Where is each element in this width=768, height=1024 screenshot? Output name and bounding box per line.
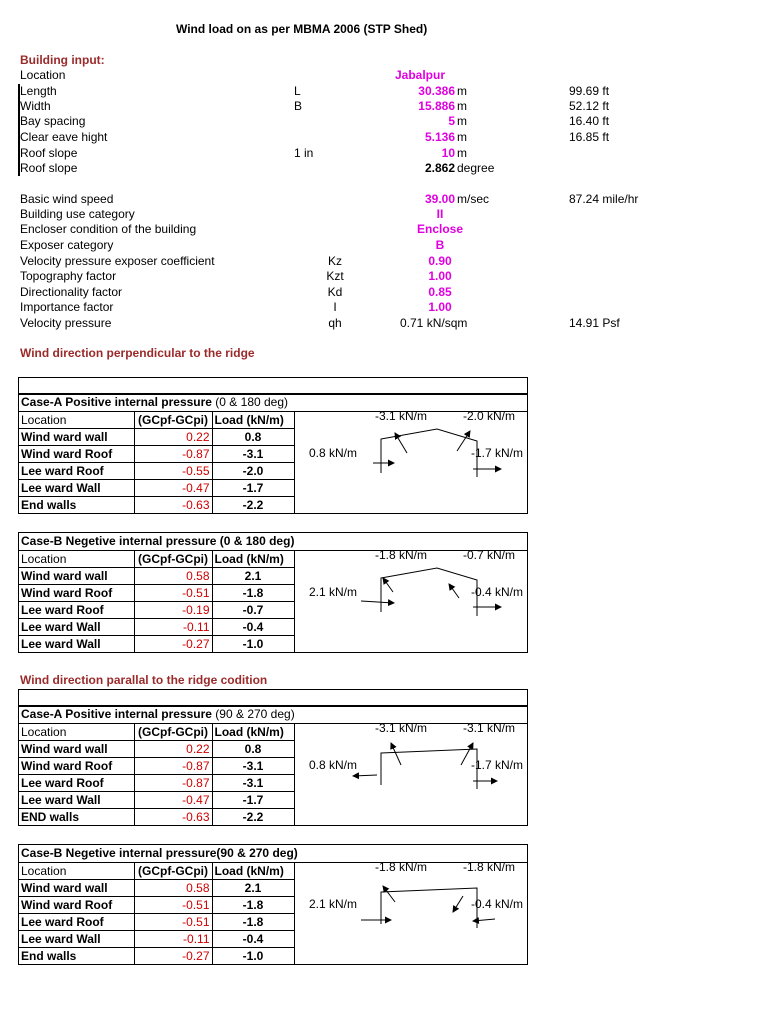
row-coefficient: -0.51 [134, 914, 212, 931]
wind-param-label: Encloser condition of the building [20, 222, 197, 236]
row-location: Lee ward Wall [19, 636, 134, 653]
frame-outline [381, 429, 477, 477]
leeward-roof-arrow [457, 431, 470, 451]
case-title-angle: (0 & 180 deg) [211, 395, 289, 409]
table-header-row [19, 863, 294, 880]
frame-outline [381, 749, 477, 789]
row-load: -0.4 [212, 619, 294, 636]
column-header-load: Load (kN/m) [212, 863, 294, 880]
table-row [19, 758, 294, 775]
row-coefficient: 0.22 [134, 429, 212, 446]
windward-wall-load-label: 0.8 kN/m [309, 758, 358, 772]
section-parallel-heading: Wind direction parallal to the ridge codition [20, 673, 268, 687]
input-value: 2.862 [424, 161, 455, 175]
case-title [19, 845, 527, 863]
table-header-row [19, 724, 294, 741]
leeward-roof-load-label: -1.8 kN/m [463, 860, 516, 874]
row-location: Lee ward Wall [19, 619, 134, 636]
wind-param-conversion: 14.91 Psf [569, 316, 620, 330]
input-unit: m [457, 84, 467, 98]
leeward-wall-load-label: -1.7 kN/m [471, 758, 524, 772]
wind-param-value: 0.71 kN/sqm [400, 316, 468, 330]
row-coefficient: -0.87 [134, 775, 212, 792]
case-table [19, 550, 295, 653]
row-coefficient: -0.11 [134, 619, 212, 636]
row-coefficient: -0.51 [134, 897, 212, 914]
row-location: Wind ward Roof [19, 897, 134, 914]
table-header-row [19, 551, 294, 568]
input-value: Jabalpur [394, 68, 445, 82]
page-title: Wind load on as per MBMA 2006 (STP Shed) [176, 22, 428, 36]
windward-wall-load-label: 2.1 kN/m [309, 897, 358, 911]
column-header-location: Location [19, 863, 134, 880]
row-coefficient: -0.87 [134, 446, 212, 463]
input-conversion: 16.40 ft [569, 114, 610, 128]
wind-param-unit: m/sec [457, 192, 490, 206]
row-coefficient: -0.87 [134, 758, 212, 775]
table-row [19, 880, 294, 897]
leeward-wall-load-label: -0.4 kN/m [471, 585, 524, 599]
case-block [18, 844, 528, 965]
row-location: Wind ward Roof [19, 446, 134, 463]
row-load: -3.1 [212, 758, 294, 775]
table-row [19, 897, 294, 914]
input-label: Clear eave hight [20, 130, 108, 144]
row-coefficient: -0.27 [134, 636, 212, 653]
load-diagram [297, 723, 527, 825]
wind-param-symbol: Kz [327, 254, 342, 268]
wind-param-label: Directionality factor [20, 285, 123, 299]
row-load: -2.2 [212, 809, 294, 826]
row-location: Lee ward Wall [19, 931, 134, 948]
column-header-coef: (GCpf-GCpi) [134, 724, 212, 741]
leeward-wall-load-label: -0.4 kN/m [471, 897, 524, 911]
input-value: 5.136 [424, 130, 455, 144]
windward-wall-arrow [361, 601, 394, 603]
leeward-roof-load-label: -3.1 kN/m [463, 721, 516, 735]
row-location: Lee ward Roof [19, 463, 134, 480]
case-title-angle: (90 & 270 deg) [211, 707, 295, 721]
wind-param-value: II [436, 207, 444, 221]
case-table [19, 411, 295, 514]
input-label: Bay spacing [20, 114, 86, 128]
row-coefficient: -0.47 [134, 792, 212, 809]
row-location: Lee ward Wall [19, 480, 134, 497]
wind-param-label: Topography factor [20, 269, 117, 283]
leeward-roof-load-label: -2.0 kN/m [463, 409, 516, 423]
row-load: 0.8 [212, 741, 294, 758]
input-unit: m [457, 114, 467, 128]
row-coefficient: -0.63 [134, 809, 212, 826]
input-unit: degree [457, 161, 495, 175]
row-coefficient: 0.22 [134, 741, 212, 758]
table-row [19, 636, 294, 653]
wind-param-symbol: I [333, 300, 337, 314]
column-header-coef: (GCpf-GCpi) [134, 863, 212, 880]
row-location: Wind ward wall [19, 741, 134, 758]
windward-roof-arrow [383, 886, 395, 902]
wind-param-label: Velocity pressure [20, 316, 112, 330]
row-load: -3.1 [212, 446, 294, 463]
leeward-roof-arrow [453, 896, 463, 912]
column-header-load: Load (kN/m) [212, 551, 294, 568]
row-load: -1.0 [212, 948, 294, 965]
row-coefficient: -0.11 [134, 931, 212, 948]
leeward-wall-arrow [473, 919, 495, 921]
column-header-load: Load (kN/m) [212, 724, 294, 741]
column-header-coef: (GCpf-GCpi) [134, 412, 212, 429]
table-row [19, 463, 294, 480]
row-load: -2.0 [212, 463, 294, 480]
wind-param-symbol: qh [328, 316, 342, 330]
input-value: 5 [448, 114, 455, 128]
table-row [19, 429, 294, 446]
wind-param-value: Enclose [416, 222, 464, 236]
case-title [19, 533, 527, 551]
wind-param-value: 0.90 [428, 254, 452, 268]
table-row [19, 914, 294, 931]
row-load: -1.8 [212, 914, 294, 931]
row-coefficient: -0.63 [134, 497, 212, 514]
row-location: END walls [19, 809, 134, 826]
row-coefficient: -0.55 [134, 463, 212, 480]
leeward-roof-arrow [449, 584, 459, 598]
row-coefficient: -0.27 [134, 948, 212, 965]
table-row [19, 602, 294, 619]
case-block [18, 705, 528, 826]
column-header-location: Location [19, 724, 134, 741]
table-row [19, 741, 294, 758]
wind-param-value: 0.85 [428, 285, 452, 299]
case-title-main: Case-A Positive internal pressure [21, 707, 212, 721]
wind-param-symbol: Kzt [326, 269, 344, 283]
input-label: Roof slope [20, 161, 78, 175]
input-label: Location [20, 68, 66, 82]
windward-roof-load-label: -1.8 kN/m [375, 548, 428, 562]
row-load: -3.1 [212, 775, 294, 792]
building-input-heading: Building input: [20, 53, 105, 67]
row-coefficient: -0.51 [134, 585, 212, 602]
input-value: 30.386 [418, 84, 455, 98]
frame-outline [381, 568, 477, 616]
table-row [19, 809, 294, 826]
row-coefficient: 0.58 [134, 880, 212, 897]
windward-roof-load-label: -3.1 kN/m [375, 409, 428, 423]
windward-roof-arrow [383, 578, 393, 592]
leeward-roof-load-label: -0.7 kN/m [463, 548, 516, 562]
load-diagram [297, 550, 527, 652]
row-load: -0.4 [212, 931, 294, 948]
row-location: End walls [19, 497, 134, 514]
wind-param-value: B [435, 238, 445, 252]
table-row [19, 446, 294, 463]
table-row [19, 775, 294, 792]
windward-roof-arrow [391, 743, 401, 765]
row-load: -1.8 [212, 585, 294, 602]
table-row [19, 497, 294, 514]
table-row [19, 568, 294, 585]
leeward-wall-load-label: -1.7 kN/m [471, 446, 524, 460]
row-location: Lee ward Roof [19, 602, 134, 619]
wind-param-label: Importance factor [20, 300, 114, 314]
row-load: -0.7 [212, 602, 294, 619]
wind-param-value: 1.00 [428, 269, 452, 283]
frame-outline [381, 888, 477, 928]
wind-param-label: Basic wind speed [20, 192, 114, 206]
wind-param-label: Exposer category [20, 238, 114, 252]
case-table [19, 862, 295, 965]
input-value: 15.886 [418, 99, 455, 113]
table-row [19, 585, 294, 602]
wind-param-value: 39.00 [424, 192, 455, 206]
row-location: Wind ward wall [19, 568, 134, 585]
input-unit: m [457, 146, 467, 160]
row-load: -1.7 [212, 792, 294, 809]
input-label: Roof slope [20, 146, 78, 160]
row-location: Wind ward wall [19, 880, 134, 897]
load-diagram [297, 411, 527, 513]
case-title-main: Case-B Negetive internal pressure (0 & 180 deg) [21, 534, 295, 548]
row-coefficient: -0.19 [134, 602, 212, 619]
wind-param-symbol: Kd [327, 285, 343, 299]
row-location: End walls [19, 948, 134, 965]
input-label: Width [20, 99, 51, 113]
row-coefficient: -0.47 [134, 480, 212, 497]
wind-param-label: Building use category [20, 207, 135, 221]
case-table [19, 723, 295, 826]
wind-param-conversion: 87.24 mile/hr [569, 192, 639, 206]
windward-roof-load-label: -1.8 kN/m [375, 860, 428, 874]
input-value: 10 [441, 146, 455, 160]
windward-roof-arrow [395, 433, 407, 453]
input-symbol: 1 in [294, 146, 314, 160]
row-location: Wind ward Roof [19, 758, 134, 775]
table-row [19, 480, 294, 497]
row-load: -1.8 [212, 897, 294, 914]
row-coefficient: 0.58 [134, 568, 212, 585]
table-row [19, 931, 294, 948]
table-row [19, 619, 294, 636]
table-row [19, 948, 294, 965]
input-conversion: 99.69 ft [569, 84, 610, 98]
row-location: Lee ward Wall [19, 792, 134, 809]
windward-wall-load-label: 2.1 kN/m [309, 585, 358, 599]
windward-roof-load-label: -3.1 kN/m [375, 721, 428, 735]
wind-param-label: Velocity pressure exposer coefficient [20, 254, 215, 268]
row-load: 0.8 [212, 429, 294, 446]
column-header-location: Location [19, 551, 134, 568]
windward-wall-arrow [353, 775, 377, 776]
row-location: Wind ward Roof [19, 585, 134, 602]
windward-wall-load-label: 0.8 kN/m [309, 446, 358, 460]
case-block [18, 532, 528, 653]
input-unit: m [457, 130, 467, 144]
input-label: Length [20, 84, 57, 98]
row-load: 2.1 [212, 568, 294, 585]
case-title [19, 706, 527, 724]
section-perpendicular-heading: Wind direction perpendicular to the ridge [20, 346, 255, 360]
column-header-coef: (GCpf-GCpi) [134, 551, 212, 568]
input-conversion: 16.85 ft [569, 130, 610, 144]
case-title-main: Case-A Positive internal pressure [21, 395, 212, 409]
row-load: -2.2 [212, 497, 294, 514]
case-title [19, 394, 527, 412]
input-conversion: 52.12 ft [569, 99, 610, 113]
input-symbol: B [294, 99, 303, 113]
case-title-main: Case-B Negetive internal pressure(90 & 270 deg) [21, 846, 298, 860]
case-block [18, 393, 528, 514]
row-location: Lee ward Roof [19, 914, 134, 931]
column-header-load: Load (kN/m) [212, 412, 294, 429]
column-header-location: Location [19, 412, 134, 429]
input-symbol: L [294, 84, 301, 98]
input-unit: m [457, 99, 467, 113]
row-location: Lee ward Roof [19, 775, 134, 792]
row-location: Wind ward wall [19, 429, 134, 446]
table-row [19, 792, 294, 809]
row-load: -1.0 [212, 636, 294, 653]
wind-param-value: 1.00 [428, 300, 452, 314]
row-load: 2.1 [212, 880, 294, 897]
load-diagram [297, 862, 527, 964]
table-header-row [19, 412, 294, 429]
row-load: -1.7 [212, 480, 294, 497]
